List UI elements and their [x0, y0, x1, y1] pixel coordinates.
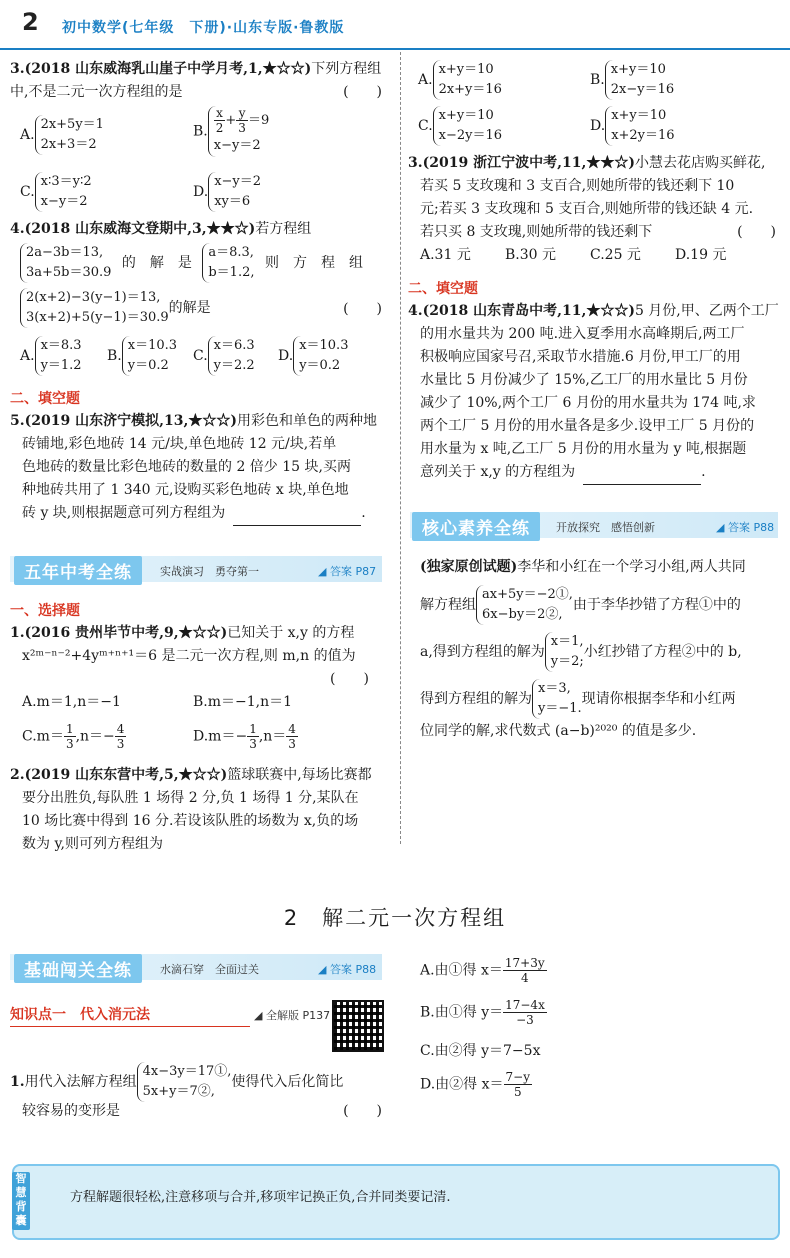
option-a[interactable]: A.m＝1,n＝−1: [22, 694, 121, 710]
section-choice: 一、选择题: [10, 603, 80, 619]
option-b[interactable]: B. x+y＝10 2x−y＝16: [590, 60, 674, 100]
question-3: 3.(2018 山东威海乳山崖子中学月考,1,★☆☆)下列方程组: [10, 61, 382, 77]
option-d[interactable]: D.19 元: [675, 247, 727, 263]
answer-link[interactable]: ◢ 答案 P88: [716, 521, 775, 534]
option-c[interactable]: C. x∶3＝y∶2 x−y＝2: [20, 172, 92, 212]
section-fill-in: 二、填空题: [10, 391, 80, 407]
page-number: 2: [22, 8, 39, 36]
option-c[interactable]: C.m＝ $\frac{1}{3}$ ,n＝− $\frac{4}{3}$: [22, 722, 125, 751]
banner-title: 五年中考全练: [14, 556, 142, 585]
option-a[interactable]: A. x＝8.3 y＝1.2: [20, 336, 82, 376]
option-a[interactable]: A. 2x+5y＝1 2x+3＝2: [20, 115, 104, 155]
question-5: 5.(2019 山东济宁模拟,13,★☆☆)用彩色和单色的两种地: [10, 413, 377, 429]
question-2: 2.(2019 山东东营中考,5,★☆☆)篮球联赛中,每场比赛都: [10, 767, 372, 783]
option-d[interactable]: D.由②得 x＝ $\frac{7-y}{5}$: [420, 1070, 530, 1099]
option-c[interactable]: C. x+y＝10 x−2y＝16: [418, 106, 502, 146]
book-title: 初中数学(七年级 下册)·山东专版·鲁教版: [62, 20, 345, 36]
answer-link[interactable]: ◢ 答案 P88: [318, 963, 377, 976]
chapter-title: 2 解二元一次方程组: [283, 906, 507, 930]
question-1: 1.(2016 贵州毕节中考,9,★☆☆)已知关于 x,y 的方程: [10, 625, 355, 641]
option-c[interactable]: C. x＝6.3 y＝2.2: [193, 336, 255, 376]
tip-tag: 智慧背囊: [12, 1172, 30, 1230]
solution-ref[interactable]: ◢ 全解版 P137: [254, 1009, 331, 1022]
original-question: (独家原创试题)李华和小红在一个学习小组,两人共同: [420, 559, 746, 575]
option-b[interactable]: B.30 元: [505, 247, 557, 263]
banner-title: 基础闯关全练: [14, 954, 142, 983]
answer-blank[interactable]: [583, 461, 701, 485]
knowledge-point-title: 知识点一 代入消元法: [10, 1007, 150, 1023]
section-fill-in: 二、填空题: [408, 281, 478, 297]
option-b[interactable]: B. $\frac{x}{2}$ + $\frac{y}{3}$ ＝9 x−y＝2: [193, 106, 269, 157]
question-3: 3.(2019 浙江宁波中考,11,★★☆)小慧去花店购买鲜花,: [408, 155, 766, 171]
answer-link[interactable]: ◢ 答案 P87: [318, 565, 377, 578]
column-divider: [400, 52, 401, 844]
question-1: 1.用代入法解方程组 4x−3y＝17①, 5x+y＝7②, 使得代入后化简比: [10, 1062, 343, 1102]
option-c[interactable]: C.由②得 y＝7−5x: [420, 1043, 541, 1059]
question-4: 4.(2018 山东威海文登期中,3,★★☆)若方程组: [10, 221, 312, 237]
tip-text: 方程解题很轻松,注意移项与合并,移项牢记换正负,合并同类要记清.: [70, 1190, 451, 1205]
option-a[interactable]: A. x+y＝10 2x+y＝16: [418, 60, 502, 100]
qr-code[interactable]: [332, 1000, 384, 1052]
answer-blank[interactable]: [233, 502, 361, 526]
option-b[interactable]: B. x＝10.3 y＝0.2: [107, 336, 177, 376]
option-d[interactable]: D. x−y＝2 xy＝6: [193, 172, 261, 212]
option-c[interactable]: C.25 元: [590, 247, 641, 263]
option-a[interactable]: A.31 元: [420, 247, 471, 263]
question-4: 4.(2018 山东青岛中考,11,★☆☆)5 月份,甲、乙两个工厂: [408, 303, 779, 319]
option-d[interactable]: D. x+y＝10 x+2y＝16: [590, 106, 675, 146]
option-d[interactable]: D.m＝− $\frac{1}{3}$ ,n＝ $\frac{4}{3}$: [193, 722, 296, 751]
option-b[interactable]: B.由①得 y＝ $\frac{17-4x}{-3}$: [420, 998, 545, 1027]
option-a[interactable]: A.由①得 x＝ $\frac{17+3y}{4}$: [420, 956, 545, 985]
option-d[interactable]: D. x＝10.3 y＝0.2: [278, 336, 348, 376]
banner-title: 核心素养全练: [412, 512, 540, 541]
option-b[interactable]: B.m＝−1,n＝1: [193, 694, 293, 710]
